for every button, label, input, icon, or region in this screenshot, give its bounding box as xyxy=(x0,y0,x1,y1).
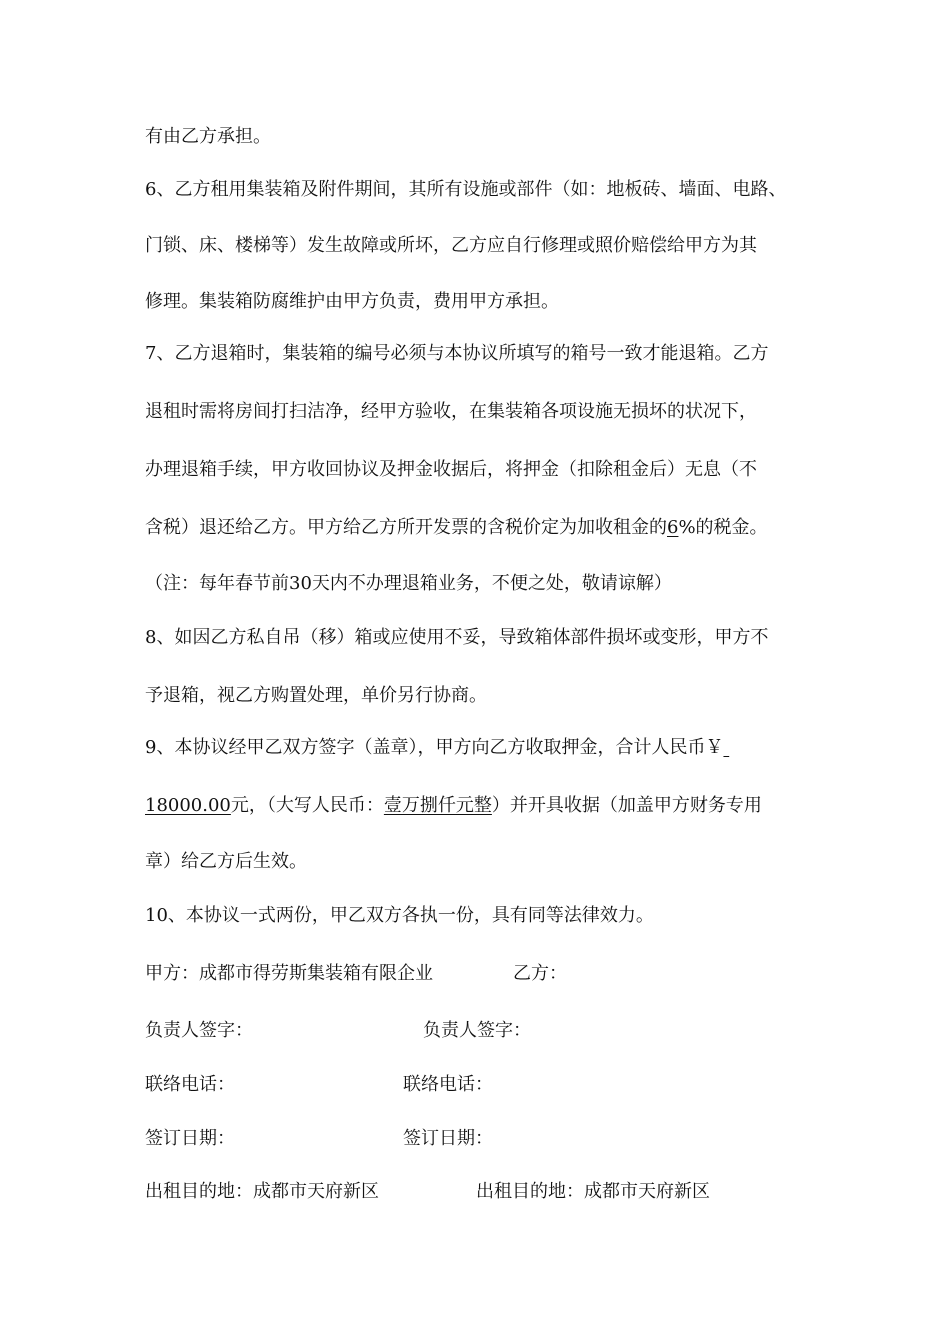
clause-9-line-2-mid: 元，（大写人民币： xyxy=(230,795,384,816)
clause-9-line-3: 章）给乙方后生效。 xyxy=(145,851,307,872)
party-b-name: 乙方： xyxy=(513,963,567,984)
party-b-phone: 联络电话： xyxy=(403,1074,493,1095)
destination-row xyxy=(145,1180,845,1204)
clause-8-line-1: 8、如因乙方私自吊（移）箱或应使用不妥，导致箱体部件损坏或变形，甲方不 xyxy=(145,627,769,648)
party-a-signer: 负责人签字： xyxy=(145,1020,253,1041)
phone-row xyxy=(145,1073,845,1097)
clause-8-line-2: 予退箱，视乙方购置处理，单价另行协商。 xyxy=(145,685,487,706)
clause-7-line-3: 办理退箱手续，甲方收回协议及押金收据后，将押金（扣除租金后）无息（不 xyxy=(145,459,757,480)
party-row xyxy=(145,962,845,986)
clause-10: 10、本协议一式两份，甲乙双方各执一份，具有同等法律效力。 xyxy=(145,905,654,926)
clause-7-line-1: 7、乙方退箱时，集装箱的编号必须与本协议所填写的箱号一致才能退箱。乙方 xyxy=(145,343,769,364)
clause-6-line-3: 修理。集装箱防腐维护由甲方负责，费用甲方承担。 xyxy=(145,291,559,312)
amount-underline-blank xyxy=(723,737,729,758)
clause-7-line-4 xyxy=(145,516,768,540)
party-b-signer: 负责人签字： xyxy=(423,1020,531,1041)
clause-6-line-2: 门锁、床、楼梯等）发生故障或所坏，乙方应自行修理或照价赔偿给甲方为其 xyxy=(145,235,757,256)
clause-9-line-1 xyxy=(145,736,729,760)
clause-9-line-2 xyxy=(145,794,762,818)
clause-6-line-1: 6、乙方租用集装箱及附件期间，其所有设施或部件（如：地板砖、墙面、电路、 xyxy=(145,179,787,200)
deposit-amount-chinese: 壹万捌仟元整 xyxy=(383,795,492,816)
party-b-destination: 出租目的地：成都市天府新区 xyxy=(476,1181,710,1202)
party-a-name: 甲方：成都市得劳斯集装箱有限企业 xyxy=(145,963,433,984)
party-a-phone: 联络电话： xyxy=(145,1074,235,1095)
clause-9-line-1-text: 9、本协议经甲乙双方签字（盖章），甲方向乙方收取押金，合计人民币￥ xyxy=(145,737,724,758)
clause-7-line-4-post: %的税金。 xyxy=(678,517,768,538)
deposit-amount: 18000.00 xyxy=(145,795,231,816)
tax-rate-value: 6 xyxy=(667,517,679,538)
clause-5-tail: 有由乙方承担。 xyxy=(145,126,271,147)
date-row xyxy=(145,1127,845,1151)
clause-7-line-4-pre: 含税）退还给乙方。甲方给乙方所开发票的含税价定为加收租金的 xyxy=(145,517,667,538)
party-a-destination: 出租目的地：成都市天府新区 xyxy=(145,1181,379,1202)
spring-festival-note: （注：每年春节前30天内不办理退箱业务，不便之处，敬请谅解） xyxy=(145,573,672,594)
clause-9-line-2-post: ）并开具收据（加盖甲方财务专用 xyxy=(491,795,762,816)
party-b-date: 签订日期： xyxy=(403,1128,493,1149)
signer-row xyxy=(145,1019,845,1043)
party-a-date: 签订日期： xyxy=(145,1128,235,1149)
clause-7-line-2: 退租时需将房间打扫洁净，经甲方验收，在集装箱各项设施无损坏的状况下， xyxy=(145,401,757,422)
